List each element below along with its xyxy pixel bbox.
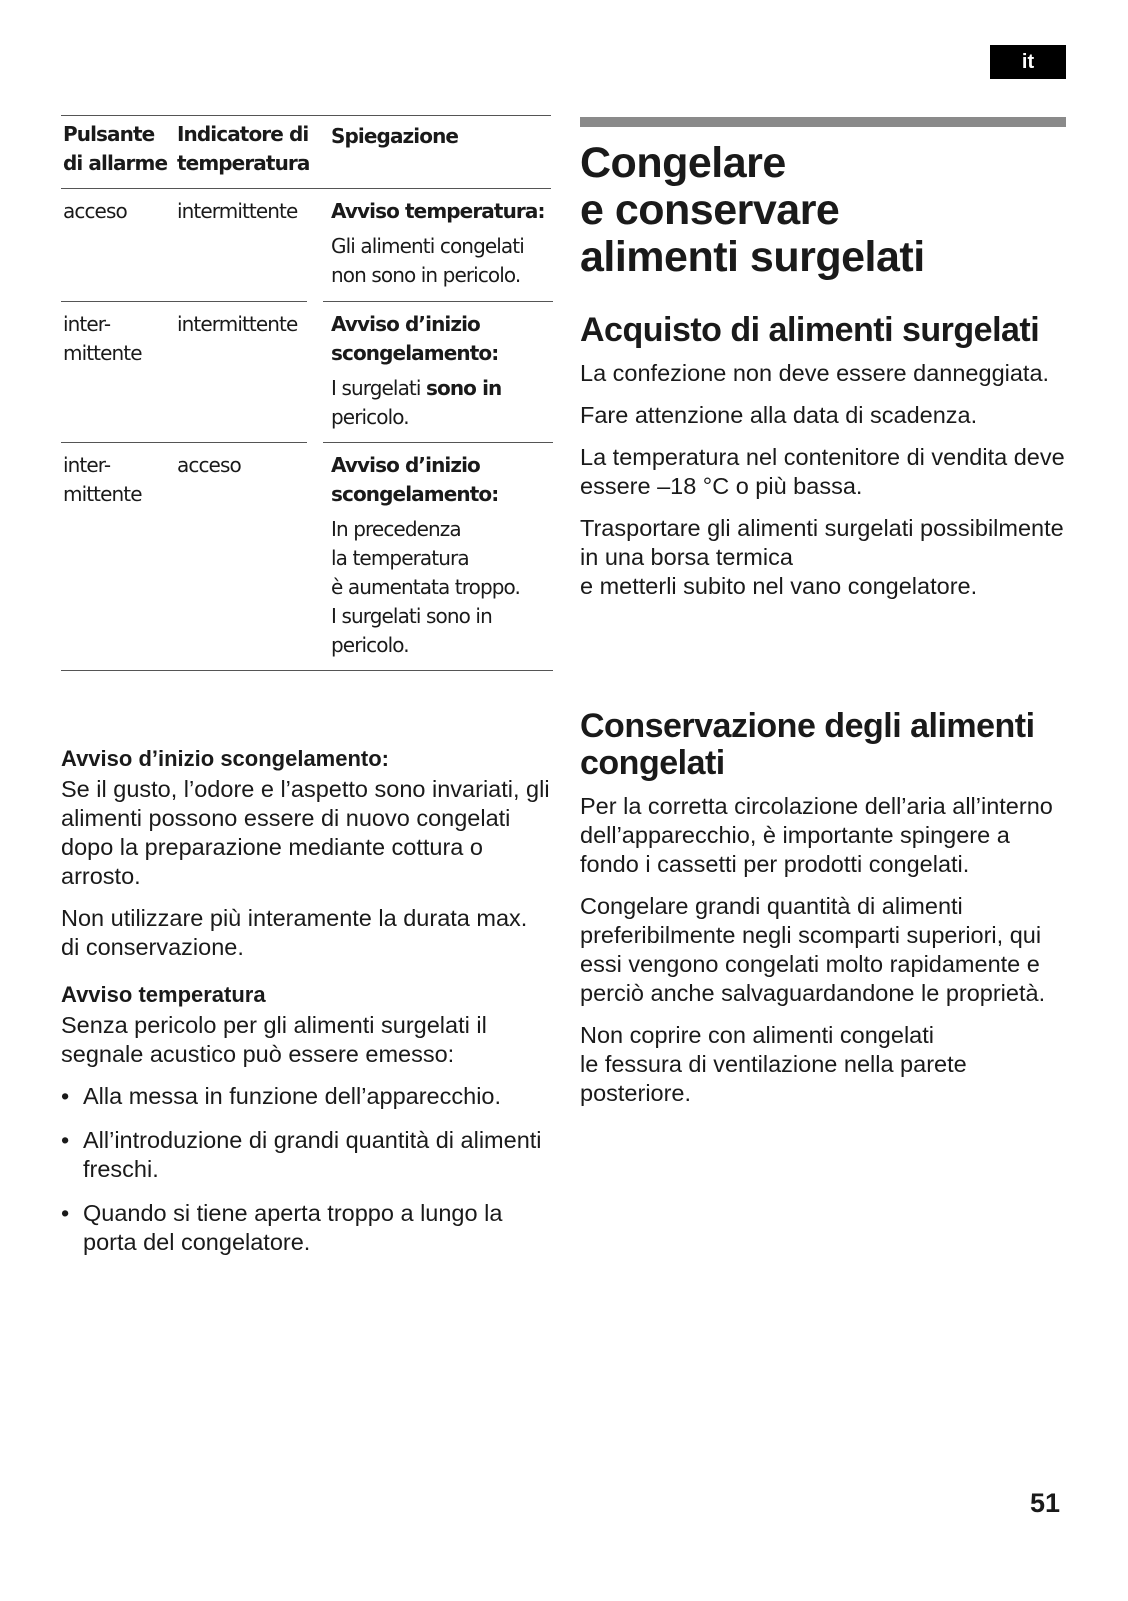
table-row [61, 443, 551, 671]
purchase-heading: Acquisto di alimenti surgelati [580, 311, 1040, 349]
purchase-paragraph: Trasportare gli alimenti surgelati possibilmente in una borsa termica e metterli subito nel vano congelatore. [580, 515, 1064, 599]
temperature-warning-heading: Avviso temperatura [61, 982, 266, 1007]
row-explanation-title: Avviso d’inizio scongelamento: [331, 312, 499, 365]
storage-paragraph: Per la corretta circolazione dell’aria all’interno dell’apparecchio, è importante spingere a fondo i cassetti per prodotti congelati. [580, 793, 1053, 877]
header-alarm-button: Pulsante di allarme [63, 122, 168, 175]
header-temp-indicator: Indicatore di temperatura [177, 122, 310, 175]
purchase-paragraph: La confezione non deve essere danneggiata. [580, 360, 1050, 386]
section-top-bar [580, 117, 1066, 127]
page-title: Congelare e conservare alimenti surgelati [580, 139, 925, 281]
row-alarm-state: inter- mittente [63, 453, 142, 506]
defrost-warning-section [61, 744, 551, 962]
temperature-paragraph: Senza pericolo per gli alimenti surgelati il segnale acustico può essere emesso: [61, 1012, 487, 1067]
row-explanation-title: Avviso temperatura: [331, 199, 545, 223]
storage-paragraph: Non coprire con alimenti congelati le fessura di ventilazione nella parete posteriore. [580, 1022, 967, 1106]
storage-heading: Conservazione degli alimenti congelati [580, 707, 1035, 782]
row-explanation-note: Gli alimenti congelati non sono in pericolo. [331, 234, 524, 287]
storage-paragraph: Congelare grandi quantità di alimenti preferibilmente negli scomparti superiori, qui essi vengono congelati molto rapidamente e perciò anche salvaguardandone le proprietà. [580, 893, 1046, 1006]
temperature-bullet-list [61, 1082, 551, 1257]
defrost-warning-heading: Avviso d’inizio scongelamento: [61, 746, 390, 771]
header-explanation: Spiegazione [331, 124, 459, 148]
alarm-table [61, 115, 551, 671]
row-explanation-note: In precedenza la temperatura è aumentata troppo. I surgelati sono in pericolo. [331, 517, 521, 657]
row-alarm-state: acceso [63, 199, 127, 223]
row-alarm-state: inter- mittente [63, 312, 142, 365]
list-item: • Quando si tiene aperta troppo a lungo la porta del congelatore. [61, 1199, 551, 1257]
row-explanation [331, 197, 553, 290]
row-explanation [331, 310, 553, 432]
purchase-paragraph: Fare attenzione alla data di scadenza. [580, 402, 978, 428]
row-explanation-title: Avviso d’inizio scongelamento: [331, 453, 499, 506]
defrost-paragraph-1: Se il gusto, l’odore e l’aspetto sono invariati, gli alimenti possono essere di nuovo congelati dopo la preparazione mediante cottura o arrosto. [61, 776, 550, 889]
row-temp-state: acceso [177, 453, 241, 477]
list-item: • All’introduzione di grandi quantità di alimenti freschi. [61, 1126, 551, 1184]
table-header [61, 115, 551, 189]
table-bottom-rule [61, 670, 553, 671]
language-badge: it [990, 45, 1066, 79]
row-explanation [331, 451, 553, 660]
row-temp-state: intermittente [177, 199, 298, 223]
row-explanation-note: I surgelati sono in pericolo. [331, 376, 502, 429]
purchase-paragraph: La temperatura nel contenitore di vendita deve essere –18 °C o più bassa. [580, 444, 1065, 499]
table-row [61, 302, 551, 443]
row-temp-state: intermittente [177, 312, 298, 336]
table-row [61, 189, 551, 302]
defrost-paragraph-2: Non utilizzare più interamente la durata max. di conservazione. [61, 905, 528, 960]
list-item: • Alla messa in funzione dell’apparecchio. [61, 1082, 551, 1111]
temperature-warning-section [61, 980, 551, 1272]
purchase-section [580, 312, 1070, 614]
page-number: 51 [1030, 1488, 1061, 1518]
storage-section [580, 708, 1070, 1121]
